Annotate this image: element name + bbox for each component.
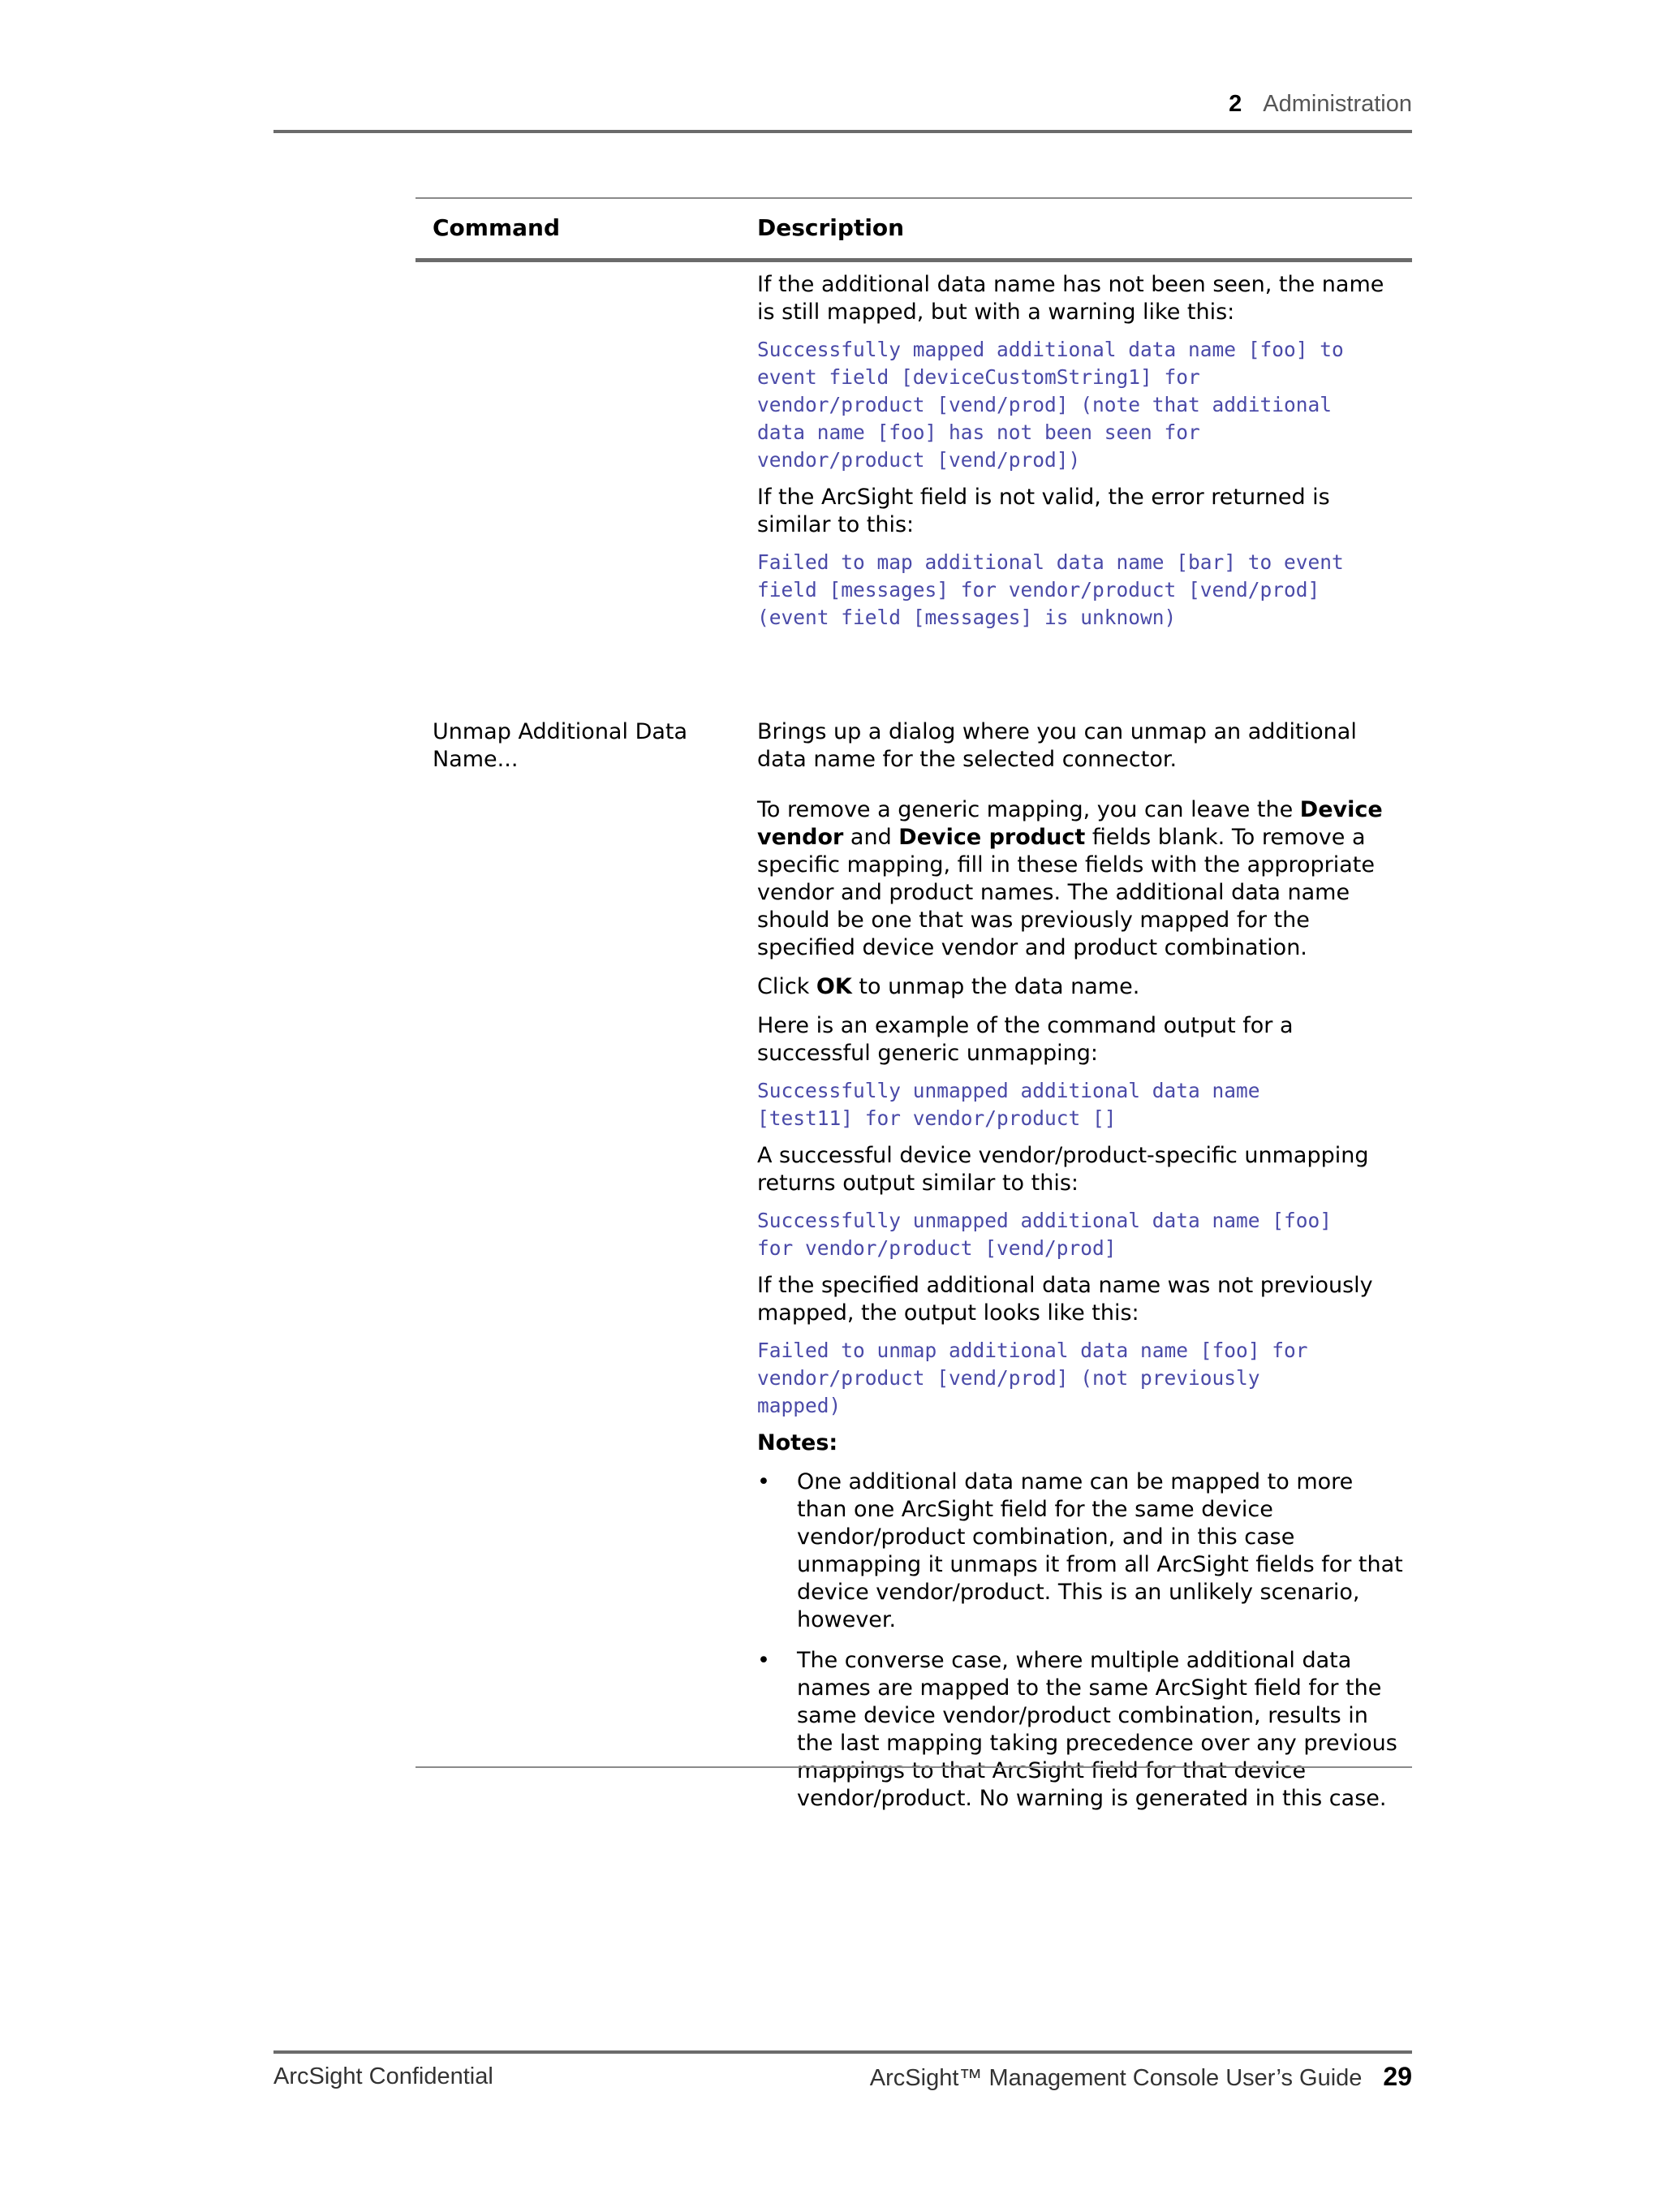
code-sample: Successfully unmapped additional data name [test11] for vendor/product [] — [757, 1079, 1260, 1130]
note-text: One additional data name can be mapped to more than one ArcSight field for the same device vendor/product combination, and in this case unmapping it unmaps it from all ArcSight fields for that device vendor/product. This is an unlikely scenario, however. — [797, 1469, 1403, 1632]
paragraph — [757, 796, 1406, 962]
list-item — [757, 1468, 1406, 1634]
field-name: Device vendor — [757, 797, 1383, 850]
paragraph — [757, 973, 1406, 1001]
confidentiality-label: ArcSight Confidential — [273, 2063, 493, 2089]
text-run: To remove a generic mapping, you can leave the — [757, 797, 1300, 822]
code-sample: Successfully mapped additional data name [foo] to event field [deviceCustomString1] for vendor/product [vend/prod] (note that additional data name [foo] has not been seen for vendor/product [vend/prod]) — [757, 338, 1344, 472]
paragraph: If the additional data name has not been seen, the name is still mapped, but with a warning like this: — [757, 272, 1384, 325]
footer-title — [870, 2062, 1412, 2092]
command-table — [416, 197, 1412, 1811]
page-footer — [273, 2050, 1412, 2102]
bullet-icon: • — [757, 1648, 770, 1673]
code-sample: Failed to unmap additional data name [foo] for vendor/product [vend/prod] (not previously mapped) — [757, 1339, 1308, 1417]
button-name: OK — [816, 974, 852, 999]
notes-label: Notes: — [757, 1430, 838, 1455]
notes-list — [757, 1468, 1406, 1813]
command-name-line: Name... — [433, 747, 519, 772]
row-command — [433, 718, 687, 774]
note-text: The converse case, where multiple additional data names are mapped to the same ArcSight field for the same device vendor/product combination, results in the last mapping taking precedence over any previous mappings to that ArcSight field for that device vendor/product. No warning is generated in this case. — [797, 1648, 1397, 1811]
text-run: and — [843, 825, 899, 850]
column-header-command: Command — [433, 214, 561, 241]
running-head — [1229, 91, 1412, 118]
chapter-title: Administration — [1263, 91, 1412, 117]
paragraph: Here is an example of the command output for a successful generic unmapping: — [757, 1013, 1294, 1066]
row-description — [757, 271, 1406, 632]
column-header-description: Description — [757, 214, 905, 241]
page-header — [273, 91, 1412, 133]
list-item — [757, 1647, 1406, 1813]
text-run: Click — [757, 974, 816, 999]
table-bottom-rule — [416, 1766, 1412, 1768]
field-name: Device product — [898, 825, 1086, 850]
paragraph: A successful device vendor/product-specific unmapping returns output similar to this: — [757, 1143, 1369, 1196]
code-sample: Successfully unmapped additional data name [foo] for vendor/product [vend/prod] — [757, 1209, 1333, 1260]
chapter-number: 2 — [1229, 91, 1242, 117]
guide-title: ArcSight™ Management Console User’s Guide — [869, 2065, 1363, 2091]
text-run: to unmap the data name. — [851, 974, 1140, 999]
code-sample: Failed to map additional data name [bar] to event field [messages] for vendor/product [vend/prod] (event field [messages] is unknown) — [757, 550, 1344, 629]
paragraph: If the ArcSight field is not valid, the error returned is similar to this: — [757, 485, 1330, 537]
row-description — [757, 718, 1406, 1813]
page-number: 29 — [1383, 2062, 1412, 2091]
paragraph: Brings up a dialog where you can unmap an additional data name for the selected connector. — [757, 719, 1357, 772]
text-run: fields blank. To remove a specific mapping, fill in these fields with the appropriate vendor and product names. The additional data name should be one that was previously mapped for the specified device vendor and product combination. — [757, 825, 1375, 960]
command-name-line: Unmap Additional Data — [433, 719, 688, 744]
bullet-icon: • — [757, 1469, 770, 1494]
table-header — [416, 197, 1412, 262]
paragraph: If the specified additional data name was not previously mapped, the output looks like this: — [757, 1273, 1373, 1326]
